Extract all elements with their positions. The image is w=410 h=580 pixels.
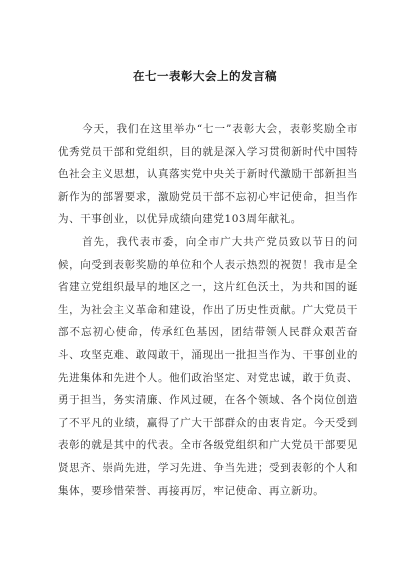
document-title: 在七一表彰大会上的发言稿 [133, 69, 277, 83]
paragraph-congratulations: 首先，我代表市委，向全市广大共产党员致以节日的问候，向受到表彰奖励的单位和个人表示热烈的祝贺！我市是全省建立党组织最早的地区之一，这片红色沃土，为共和国的诞生，为社会主义革命和建设，作出了历史性贡献。广大党员干部不忘初心使命，传承红色基因，团结带领人民群众艰苦奋斗、攻坚克难、敢闯敢干，涌现出一批担当作为、干事创业的先进集体和先进个人。他们政治坚定、对党忠诚，敢于负责、勇于担当，务实清廉、作风过硬，在各个领域、各个岗位创造了不平凡的业绩，赢得了广大干部群众的由衷肯定。今天受到表彰的就是其中的代表。全市各级党组织和广大党员干部要见贤思齐、崇尚先进，学习先进、争当先进；受到表彰的个人和集体，要珍惜荣誉、再接再厉，牢记使命、再立新功。 [58, 235, 358, 497]
document-body [58, 118, 358, 502]
paragraph-opening: 今天，我们在这里举办“七一”表彰大会，表彰奖励全市优秀党员干部和党组织，目的就是深入学习贯彻新时代中国特色社会主义思想，认真落实党中央关于新时代激励干部新担当新作为的部署要求，激励党员干部不忘初心牢记使命，担当作为、干事创业，以优异成绩向建党103周年献礼。 [58, 123, 358, 226]
